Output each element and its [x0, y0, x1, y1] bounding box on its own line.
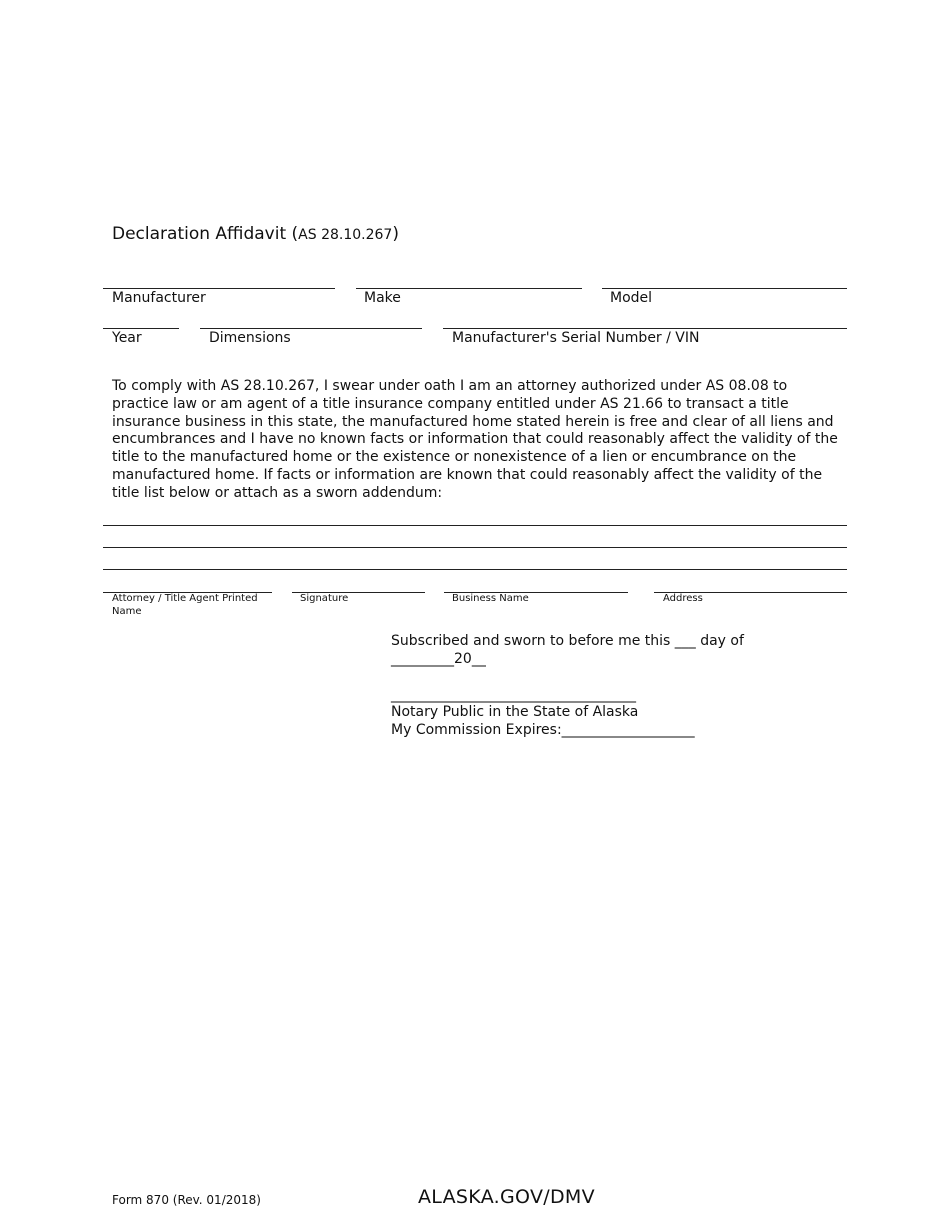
form-number: Form 870 (Rev. 01/2018) [112, 1193, 261, 1207]
attorney-name-label: Attorney / Title Agent Printed Name [112, 593, 258, 617]
website-link[interactable]: ALASKA.GOV/DMV [418, 1186, 595, 1208]
form-title-text: Declaration Affidavit ( [112, 224, 299, 244]
model-label: Model [610, 290, 653, 306]
form-title-close: ) [392, 224, 399, 244]
business-name-label: Business Name [452, 593, 529, 604]
sworn-statement-line1: Subscribed and sworn to before me this ___ day of [391, 633, 744, 649]
form-title [112, 224, 399, 244]
model-input-line[interactable] [602, 288, 847, 289]
dimensions-label: Dimensions [209, 330, 291, 346]
dimensions-input-line[interactable] [200, 328, 422, 329]
serial-label: Manufacturer's Serial Number / VIN [452, 330, 700, 346]
notary-signature-line[interactable]: ___________________________________ [391, 687, 636, 703]
manufacturer-label: Manufacturer [112, 290, 206, 306]
make-input-line[interactable] [356, 288, 582, 289]
year-input-line[interactable] [103, 328, 179, 329]
address-label: Address [663, 593, 703, 604]
affidavit-statement: To comply with AS 28.10.267, I swear under oath I am an attorney authorized under AS 08.08 to practice law or am agent of a title insurance company entitled under AS 21.66 to transact a title insurance business in this state, the manufactured home stated herein is free and clear of all liens and encumbrances and I have no known facts or information that could reasonably affect the validity of the title to the manufactured home or the existence or nonexistence of a lien or encumbrance on the manufactured home. If facts or information are known that could reasonably affect the validity of the title list below or attach as a sworn addendum: [112, 378, 838, 501]
manufacturer-input-line[interactable] [103, 288, 335, 289]
addendum-line[interactable] [103, 569, 847, 570]
form-title-citation: AS 28.10.267 [298, 227, 393, 243]
make-label: Make [364, 290, 401, 306]
serial-input-line[interactable] [443, 328, 847, 329]
notary-title: Notary Public in the State of Alaska [391, 704, 639, 720]
signature-label: Signature [300, 593, 349, 604]
sworn-statement-line2: _________20__ [391, 651, 486, 667]
addendum-line[interactable] [103, 547, 847, 548]
addendum-line[interactable] [103, 525, 847, 526]
year-label: Year [112, 330, 142, 346]
commission-expires: My Commission Expires:___________________ [391, 722, 695, 738]
